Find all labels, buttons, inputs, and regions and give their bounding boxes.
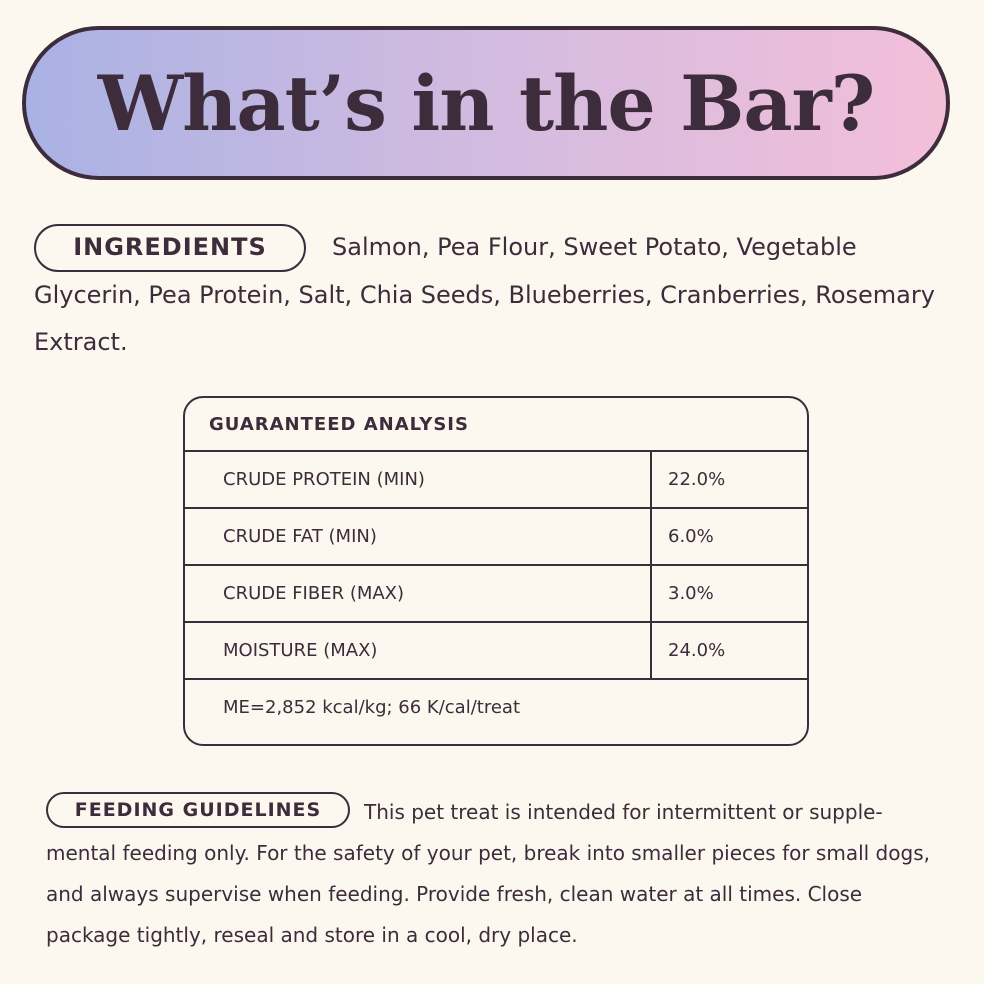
ingredients-section <box>34 224 952 366</box>
nutrient-label: MOISTURE (MAX) <box>185 623 652 678</box>
feeding-guidelines-text: This pet treat is intended for intermittent or supple-mental feeding only. For the safety of your pet, break into smaller pieces for small dogs, and always supervise when feeding. Provide fresh, clean water at all times. Close package tightly, reseal and store in a cool, dry place. <box>46 800 930 947</box>
analysis-header: GUARANTEED ANALYSIS <box>185 398 807 452</box>
ingredients-text: Salmon, Pea Flour, Sweet Potato, Vegetable Glycerin, Pea Protein, Salt, Chia Seeds, Blueberries, Cranberries, Rosemary Extract. <box>34 233 935 356</box>
table-row <box>185 452 807 509</box>
nutrient-value: 22.0% <box>668 469 726 490</box>
guaranteed-analysis-table <box>183 396 809 746</box>
nutrient-value: 3.0% <box>668 583 714 604</box>
nutrient-label: CRUDE PROTEIN (MIN) <box>185 452 652 507</box>
page-title: What’s in the Bar? <box>97 58 875 148</box>
table-row <box>185 623 807 680</box>
nutrient-value: 6.0% <box>668 526 714 547</box>
feeding-guidelines-label: FEEDING GUIDELINES <box>46 792 350 828</box>
nutrient-label: CRUDE FAT (MIN) <box>185 509 652 564</box>
title-banner <box>22 26 950 180</box>
nutrient-label: CRUDE FIBER (MAX) <box>185 566 652 621</box>
table-row <box>185 566 807 623</box>
feeding-guidelines-section <box>46 792 946 956</box>
nutrient-value: 24.0% <box>668 640 726 661</box>
energy-footer: ME=2,852 kcal/kg; 66 K/cal/treat <box>223 697 520 718</box>
ingredients-label: INGREDIENTS <box>34 224 306 272</box>
table-row <box>185 509 807 566</box>
